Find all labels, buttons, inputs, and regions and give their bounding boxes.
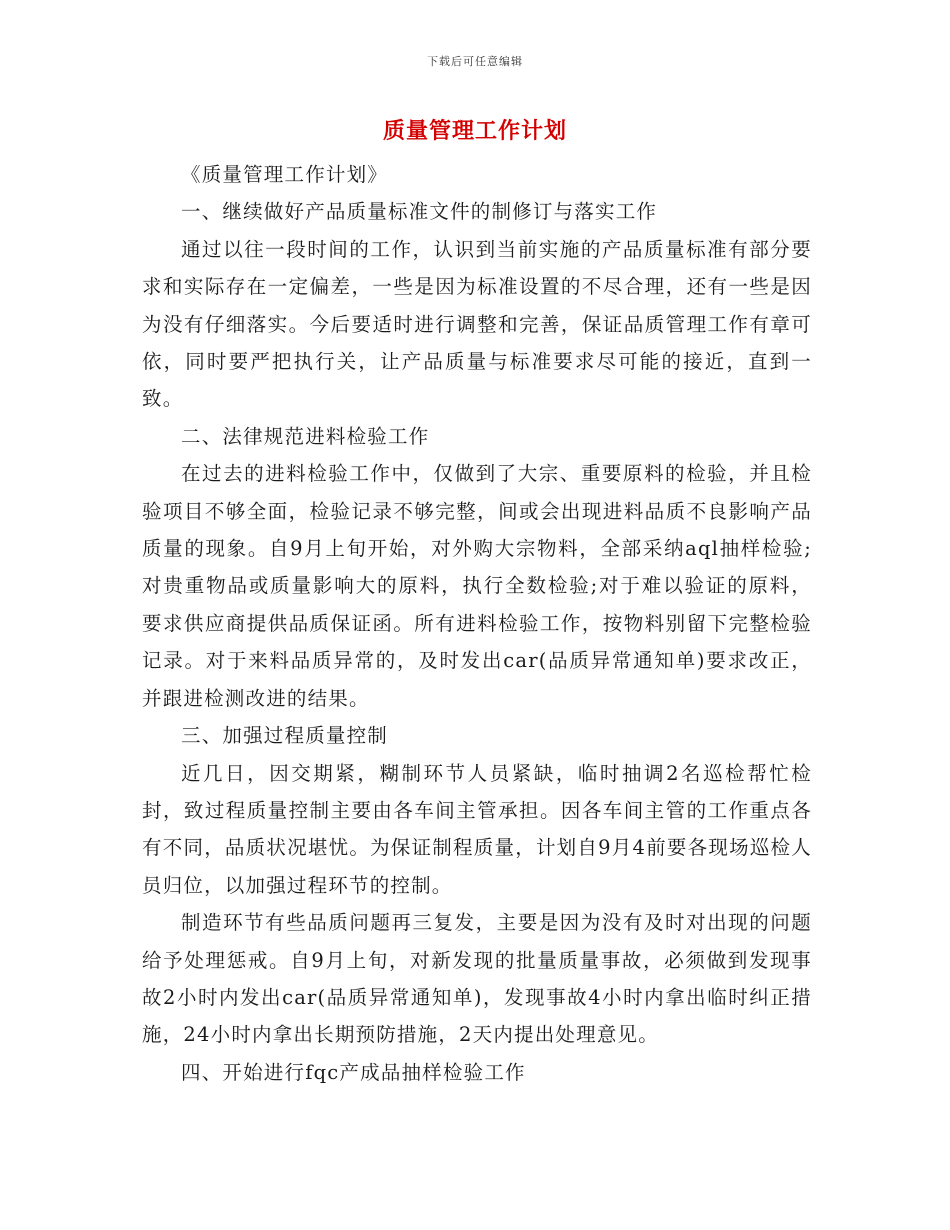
paragraph-doc-name: 《质量管理工作计划》 (181, 163, 389, 186)
heading-section-2: 二、法律规范进料检验工作 (181, 424, 430, 448)
heading-section-1: 一、继续做好产品质量标准文件的制修订与落实工作 (181, 200, 658, 224)
paragraph-section-3b: 制造环节有些品质问题再三复发，主要是因为没有及时对出现的问题给予处理惩戒。自9月上旬，对新发现的批量质量事故，必须做到发现事故2小时内发出car(品质异常通知单)，发现事故4小时内拿出临时纠正措施，24小时内拿出长期预防措施，2天内提出处理意见。 (142, 911, 812, 1047)
paragraph-section-2: 在过去的进料检验工作中，仅做到了大宗、重要原料的检验，并且检验项目不够全面，检验记录不够完整，间或会出现进料品质不良影响产品质量的现象。自9月上旬开始，对外购大宗物料，全部采纳aql抽样检验;对贵重物品或质量影响大的原料，执行全数检验;对于难以验证的原料，要求供应商提供品质保证函。所有进料检验工作，按物料别留下完整检验记录。对于来料品质异常的，及时发出car(品质异常通知单)要求改正，并跟进检测改进的结果。 (142, 462, 812, 710)
paragraph-section-3a: 近几日，因交期紧，糊制环节人员紧缺，临时抽调2名巡检帮忙检封，致过程质量控制主要由各车间主管承担。因各车间主管的工作重点各有不同，品质状况堪忧。为保证制程质量，计划自9月4前要各现场巡检人员归位，以加强过程环节的控制。 (142, 761, 812, 897)
heading-section-4: 四、开始进行fqc产成品抽样检验工作 (181, 1060, 526, 1084)
heading-section-3: 三、加强过程质量控制 (181, 724, 389, 748)
document-title: 质量管理工作计划 (382, 118, 567, 144)
page-header-note: 下载后可任意编辑 (427, 55, 523, 68)
paragraph-section-1: 通过以往一段时间的工作，认识到当前实施的产品质量标准有部分要求和实际存在一定偏差，一些是因为标准设置的不尽合理，还有一些是因为没有仔细落实。今后要适时进行调整和完善，保证品质管理工作有章可依，同时要严把执行关，让产品质量与标准要求尽可能的接近，直到一致。 (142, 237, 812, 411)
document-body (142, 156, 812, 1091)
